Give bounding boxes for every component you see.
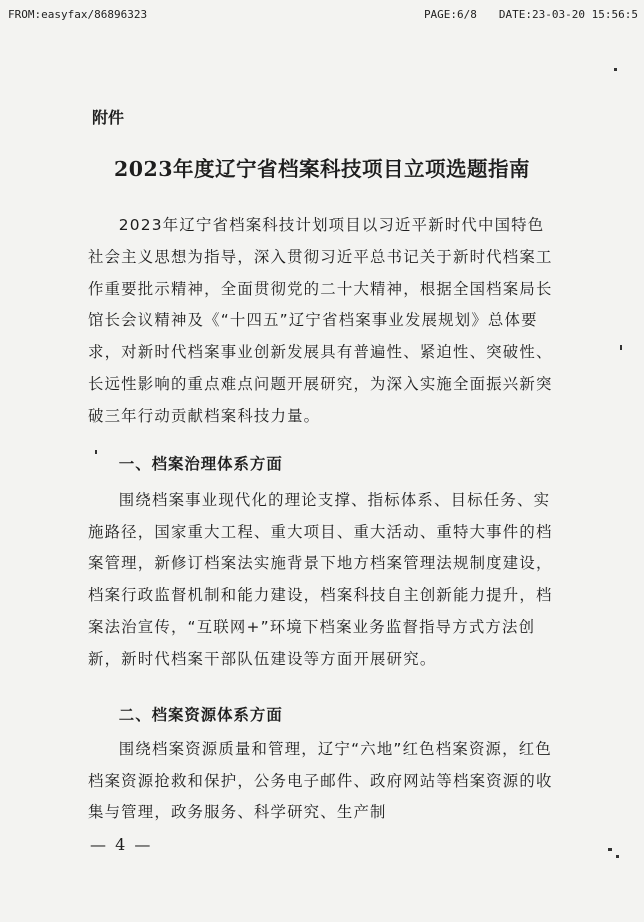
fax-from: FROM:easyfax/86896323 xyxy=(8,7,148,21)
fax-date: DATE:23-03-20 15:56:5 xyxy=(498,7,638,21)
scan-speck xyxy=(95,450,97,454)
fax-page: PAGE:6/8 xyxy=(423,7,477,21)
fax-header xyxy=(8,6,638,22)
page-number: — 4 — xyxy=(90,835,153,854)
section-paragraph: 围绕档案资源质量和管理，辽宁“六地”红色档案资源，红色档案资源抢救和保护，公务电子邮件、政府网站等档案资源的收集与管理，政务服务、科学研究、生产制 xyxy=(88,739,553,822)
scan-speck xyxy=(614,68,617,71)
intro-block xyxy=(88,210,558,433)
section-paragraph: 围绕档案事业现代化的理论支撑、指标体系、目标任务、实施路径，国家重大工程、重大项目、重大活动、重特大事件的档案管理，新修订档案法实施背景下地方档案管理法规制度建设，档案行政监督机制和能力建设，档案科技自主创新能力提升，档案法治宣传，“互联网+”环境下档案业务监督指导方式方法创新，新时代档案干部队伍建设等方面开展研究。 xyxy=(88,490,553,668)
document-title: 2023年度辽宁省档案科技项目立项选题指南 xyxy=(113,157,531,181)
scan-speck xyxy=(608,848,612,851)
section-1 xyxy=(88,449,558,676)
fax-page-date xyxy=(424,8,638,21)
section-heading: 二、档案资源体系方面 xyxy=(118,706,283,724)
scan-speck xyxy=(616,855,619,858)
scan-speck xyxy=(620,345,622,350)
section-2 xyxy=(88,700,558,829)
section-heading: 一、档案治理体系方面 xyxy=(118,455,283,473)
attachment-label: 附件 xyxy=(92,108,125,127)
intro-paragraph: 2023年辽宁省档案科技计划项目以习近平新时代中国特色社会主义思想为指导，深入贯彻习近平总书记关于新时代档案工作重要批示精神，全面贯彻党的二十大精神，根据全国档案局长馆长会议精神及《“十四五”辽宁省档案事业发展规划》总体要求，对新时代档案事业创新发展具有普遍性、紧迫性、突破性、长远性影响的重点难点问题开展研究，为深入实施全面振兴新突破三年行动贡献档案科技力量。 xyxy=(88,216,553,425)
